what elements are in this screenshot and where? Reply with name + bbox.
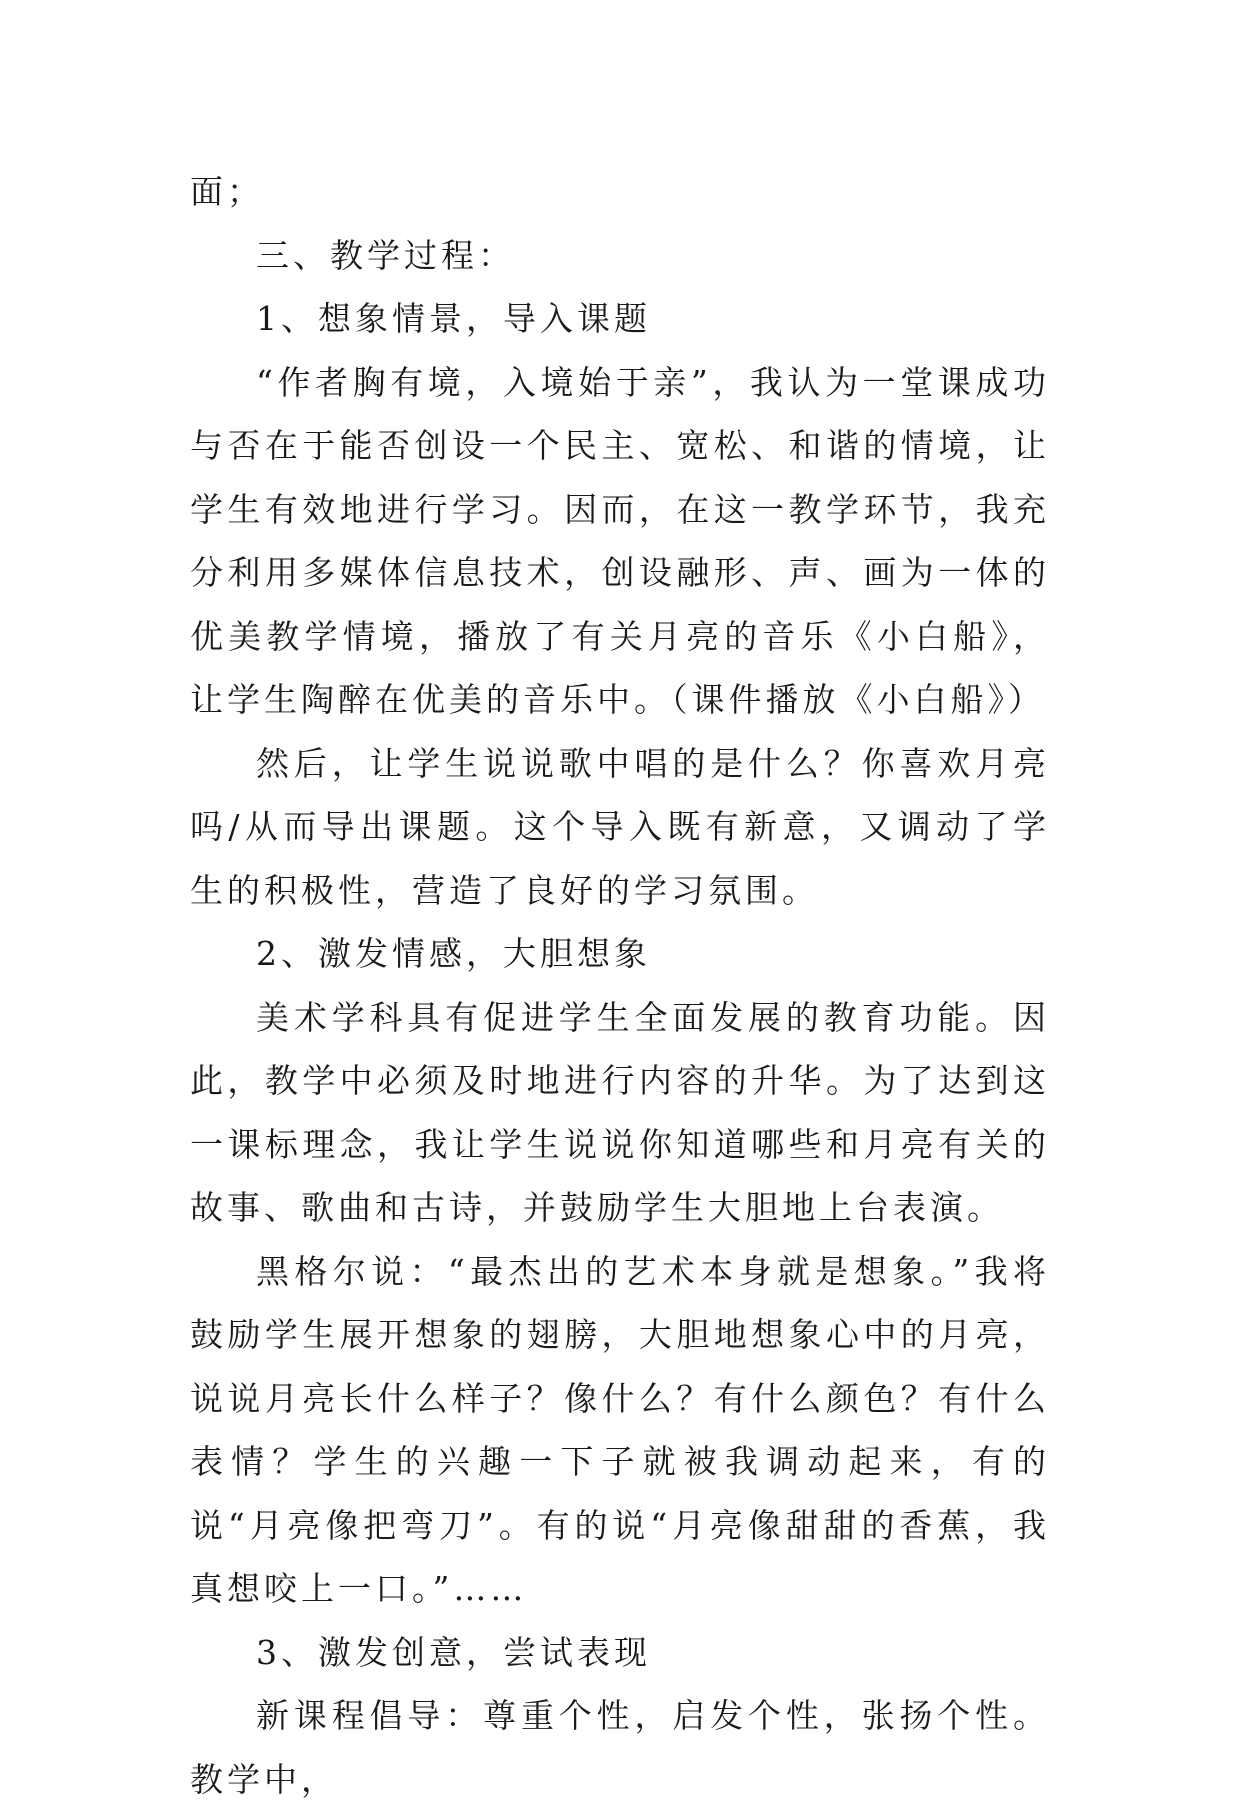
paragraph-step-3-body: 新课程倡导：尊重个性，启发个性，张扬个性。教学中， <box>190 1696 1050 1799</box>
subheading-step-3: 3、激发创意，尝试表现 <box>256 1632 651 1672</box>
paragraph-continuation: 面； <box>190 172 264 211</box>
section-heading-teaching-process: 三、教学过程： <box>256 235 515 275</box>
paragraph-step-2-body: 美术学科具有促进学生全面发展的教育功能。因此，教学中必须及时地进行内容的升华。为了达到这一课标理念，我让学生说说你知道哪些和月亮有关的故事、歌曲和古诗，并鼓励学生大胆地上台表演。 <box>190 997 1050 1227</box>
paragraph-step-1-followup: 然后，让学生说说歌中唱的是什么？你喜欢月亮吗/从而导出课题。这个导入既有新意，又调动了学生的积极性，营造了良好的学习氛围。 <box>190 743 1050 910</box>
paragraph-step-2-hegel: 黑格尔说：“最杰出的艺术本身就是想象。”我将鼓励学生展开想象的翅膀，大胆地想象心中的月亮，说说月亮长什么样子？像什么？有什么颜色？有什么表情？学生的兴趣一下子就被我调动起来，有的说“月亮像把弯刀”。有的说“月亮像甜甜的香蕉，我真想咬上一口。”…… <box>190 1251 1050 1608</box>
document-body <box>190 160 1050 1811</box>
paragraph-step-1-body: “作者胸有境，入境始于亲”，我认为一堂课成功与否在于能否创设一个民主、宽松、和谐的情境，让学生有效地进行学习。因而，在这一教学环节，我充分利用多媒体信息技术，创设融形、声、画为一体的优美教学情境，播放了有关月亮的音乐《小白船》，让学生陶醉在优美的音乐中。（课件播放《小白船》） <box>190 362 1050 719</box>
subheading-step-1: 1、想象情景，导入课题 <box>256 299 651 338</box>
subheading-step-2: 2、激发情感，大胆想象 <box>256 934 651 973</box>
